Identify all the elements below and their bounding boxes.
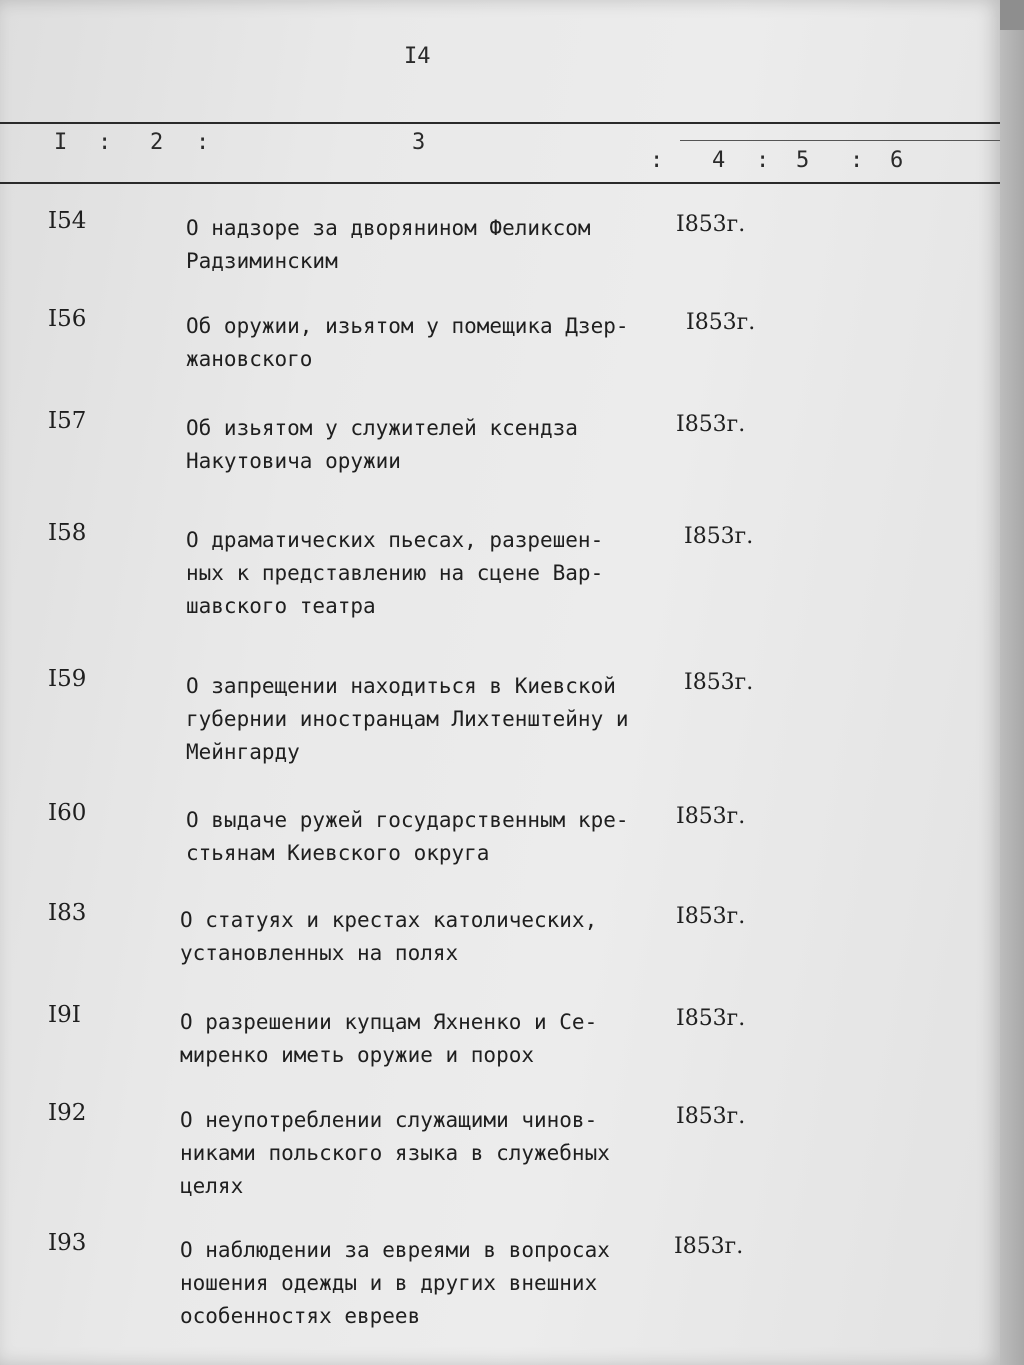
case-year: I853г. bbox=[674, 1234, 744, 1259]
case-year: I853г. bbox=[676, 804, 746, 829]
case-year: I853г. bbox=[676, 904, 746, 929]
case-number: I56 bbox=[48, 306, 87, 332]
case-number: I57 bbox=[48, 408, 87, 434]
case-title: О разрешении купцам Яхненко и Се- миренко иметь оружие и порох bbox=[180, 1010, 598, 1067]
case-number: I83 bbox=[48, 900, 87, 926]
header-col-1: I bbox=[54, 130, 68, 155]
case-title: О наблюдении за евреями в вопросах ношения одежды и в других внешних особенностях евреев bbox=[180, 1238, 610, 1328]
case-year: I853г. bbox=[686, 310, 756, 335]
header-col-5: 5 bbox=[796, 148, 810, 173]
case-number: I54 bbox=[48, 208, 87, 234]
header-sub-rule bbox=[680, 140, 1000, 141]
header-separator: : bbox=[196, 130, 210, 155]
case-year: I853г. bbox=[684, 524, 754, 549]
header-top-rule bbox=[0, 122, 1000, 124]
case-title: О запрещении находиться в Киевской губернии иностранцам Лихтенштейну и Мейнгарду bbox=[186, 674, 629, 764]
page-number: I4 bbox=[404, 44, 431, 69]
case-year: I853г. bbox=[684, 670, 754, 695]
header-bottom-rule bbox=[0, 182, 1000, 184]
case-title: О надзоре за дворянином Феликсом Радзиминским bbox=[186, 216, 591, 273]
case-title: Об оружии, изьятом у помещика Дзер- жановского bbox=[186, 314, 629, 371]
header-separator: : bbox=[98, 130, 112, 155]
case-number: I58 bbox=[48, 520, 87, 546]
header-separator: : bbox=[650, 148, 664, 173]
case-number: I60 bbox=[48, 800, 87, 826]
header-col-2: 2 bbox=[150, 130, 164, 155]
case-number: I92 bbox=[48, 1100, 87, 1126]
case-title: О статуях и крестах католических, установленных на полях bbox=[180, 908, 598, 965]
case-title: О неупотреблении служащими чинов- никами польского языка в служебных целях bbox=[180, 1108, 610, 1198]
header-col-4: 4 bbox=[712, 148, 726, 173]
header-col-6: 6 bbox=[890, 148, 904, 173]
case-title: О выдаче ружей государственным кре- стьянам Киевского округа bbox=[186, 808, 629, 865]
page-edge bbox=[1000, 30, 1024, 1365]
header-col-3: 3 bbox=[412, 130, 426, 155]
case-title: О драматических пьесах, разрешен- ных к представлению на сцене Вар- шавского театра bbox=[186, 528, 604, 618]
case-number: I59 bbox=[48, 666, 87, 692]
case-number: I9I bbox=[48, 1002, 81, 1028]
case-number: I93 bbox=[48, 1230, 87, 1256]
case-year: I853г. bbox=[676, 1006, 746, 1031]
case-year: I853г. bbox=[676, 412, 746, 437]
header-separator: : bbox=[756, 148, 770, 173]
case-title: Об изьятом у служителей ксендза Накутовича оружии bbox=[186, 416, 578, 473]
case-year: I853г. bbox=[676, 212, 746, 237]
case-year: I853г. bbox=[676, 1104, 746, 1129]
header-separator: : bbox=[850, 148, 864, 173]
